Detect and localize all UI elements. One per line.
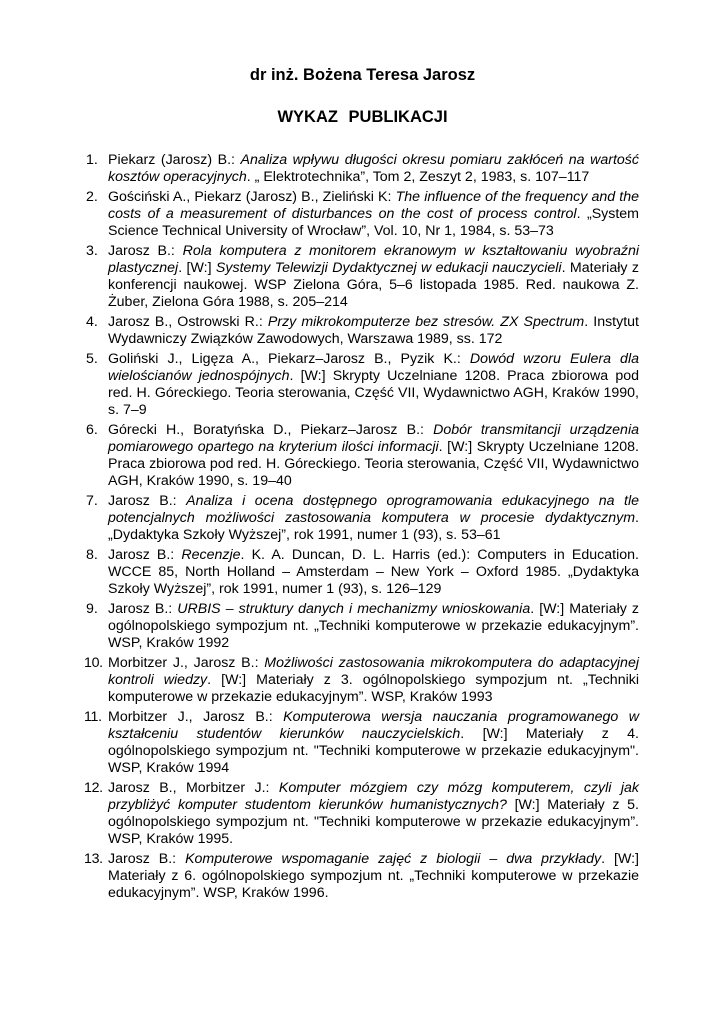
item-number: 4.: [86, 314, 98, 330]
item-number: 1.: [86, 152, 98, 168]
publication-item: [86, 152, 639, 186]
item-title: Recenzje: [181, 547, 241, 563]
item-number: 13.: [84, 851, 103, 867]
item-title: URBIS – struktury danych i mechanizmy wnioskowania: [177, 601, 531, 617]
item-details: . „System Science Technical University of Wrocław”, Vol. 10, Nr 1, 1984, s. 53–73: [108, 206, 639, 239]
publication-item: [86, 780, 639, 848]
item-details: . „ Elektrotechnika”, Tom 2, Zeszyt 2, 1983, s. 107–117: [246, 169, 590, 185]
item-number: 3.: [86, 243, 98, 259]
item-title: Komputerowe wspomaganie zajęć z biologii – dwa przykłady: [185, 851, 602, 867]
item-title: Dobór transmitancji urządzenia pomiarowego opartego na kryterium ilości informacji: [108, 422, 639, 455]
item-title-secondary: Systemy Telewizji Dydaktycznej w edukacji nauczycieli: [215, 260, 562, 276]
item-authors: Jarosz B., Morbitzer J.:: [108, 780, 279, 796]
item-number: 7.: [86, 493, 98, 509]
item-authors: Morbitzer J., Jarosz B.:: [108, 655, 265, 671]
item-title: Analiza wpływu długości okresu pomiaru zakłóceń na wartość kosztów operacyjnych: [108, 152, 639, 185]
item-authors: Jarosz B.:: [108, 243, 183, 259]
item-details: . [W:]: [178, 260, 216, 276]
item-number: 12.: [84, 780, 103, 796]
item-title: Dowód wzoru Eulera dla wielościanów jednospójnych: [108, 351, 639, 384]
item-details: . [W:] Skrypty Uczelniane 1208. Praca zbiorowa pod red. H. Góreckiego. Teoria sterowania, Część VII, Wydawnictwo AGH, Kraków 1990, s. 7–9: [108, 368, 639, 418]
item-details-secondary: . Materiały z konferencji naukowej. WSP Zielona Góra, 5–6 listopada 1985. Red. naukowa Z. Żuber, Zielona Góra 1988, s. 205–214: [108, 260, 639, 310]
item-title: Analiza i ocena dostępnego oprogramowania edukacyjnego na tle potencjalnych możliwości zastosowania komputera w procesie dydaktycznym: [108, 493, 639, 526]
item-details: [W:] Materiały z 5. ogólnopolskiego sympozjum nt. "Techniki komputerowe w przekazie edukacyjnym”. WSP, Kraków 1995.: [108, 797, 639, 847]
item-details: . „Dydaktyka Szkoły Wyższej”, rok 1991, numer 1 (93), s. 53–61: [108, 510, 639, 543]
item-title: Możliwości zastosowania mikrokomputera do adaptacyjnej kontroli wiedzy: [108, 655, 639, 688]
publication-item: [86, 655, 639, 706]
item-authors: Jarosz B., Ostrowski R.:: [108, 314, 268, 330]
page-title: WYKAZ PUBLIKACJI: [277, 108, 448, 126]
item-title: Komputerowa wersja nauczania programowanego w kształceniu studentów kierunków nauczycielskich: [108, 709, 639, 742]
item-authors: Górecki H., Boratyńska D., Piekarz–Jarosz B.:: [108, 422, 434, 438]
author-name: dr inż. Bożena Teresa Jarosz: [249, 66, 476, 84]
item-number: 8.: [86, 547, 98, 563]
item-details: . [W:] Materiały z 6. ogólnopolskiego sympozjum nt. „Techniki komputerowe w przekazie edukacyjnym”. WSP, Kraków 1996.: [108, 851, 639, 901]
item-authors: Jarosz B.:: [108, 851, 186, 867]
item-authors: Goliński J., Ligęza A., Piekarz–Jarosz B., Pyzik K.:: [108, 351, 470, 367]
item-number: 11.: [84, 709, 102, 725]
publication-item: [86, 189, 639, 240]
item-authors: Jarosz B.:: [108, 601, 178, 617]
publication-item: [86, 351, 639, 419]
item-authors: Jarosz B.:: [108, 493, 187, 509]
item-details: . K. A. Duncan, D. L. Harris (ed.): Computers in Education. WCCE 85, North Holland – Amsterdam – New York – Oxford 1985. „Dydaktyka Szkoły Wyższej”, rok 1991, numer 1 (93), s. 126–129: [108, 547, 639, 597]
item-number: 2.: [86, 189, 98, 205]
item-authors: Jarosz B.:: [108, 547, 182, 563]
item-details: . [W:] Materiały z ogólnopolskiego sympozjum nt. „Techniki komputerowe w przekazie edukacyjnym”. WSP, Kraków 1992: [108, 601, 639, 651]
publication-list: [86, 152, 639, 905]
item-details: . [W:] Materiały z 4. ogólnopolskiego sympozjum nt. "Techniki komputerowe w przekazie edukacyjnym". WSP, Kraków 1994: [108, 726, 639, 776]
item-details: . [W:] Skrypty Uczelniane 1208. Praca zbiorowa pod red. H. Góreckiego. Teoria sterowania, Część VII, Wydawnictwo AGH, Kraków 1990, s. 19–40: [108, 439, 639, 489]
item-title: The influence of the frequency and the costs of a measurement of disturbances on the cost of process control: [108, 189, 639, 222]
item-title: Przy mikrokomputerze bez stresów. ZX Spectrum: [267, 314, 585, 330]
item-authors: Gościński A., Piekarz (Jarosz) B., Zieliński K:: [108, 189, 396, 205]
publication-item: [86, 547, 639, 598]
publication-item: [86, 493, 639, 544]
publication-item: [86, 243, 639, 311]
publication-item: [86, 851, 639, 902]
item-number: 9.: [86, 601, 98, 617]
item-details: . [W:] Materiały z 3. ogólnopolskiego sympozjum nt. „Techniki komputerowe w przekazie edukacyjnym”. WSP, Kraków 1993: [108, 672, 639, 705]
item-number: 10.: [84, 655, 103, 671]
publication-item: [86, 709, 639, 777]
item-title: Rola komputera z monitorem ekranowym w kształtowaniu wyobraźni plastycznej: [108, 243, 639, 276]
item-number: 6.: [86, 422, 98, 438]
item-number: 5.: [86, 351, 98, 367]
item-details: . Instytut Wydawniczy Związków Zawodowych, Warszawa 1989, ss. 172: [108, 314, 639, 347]
item-authors: Morbitzer J., Jarosz B.:: [108, 709, 284, 725]
publication-item: [86, 314, 639, 348]
item-authors: Piekarz (Jarosz) B.:: [108, 152, 241, 168]
publication-item: [86, 601, 639, 652]
item-title: Komputer mózgiem czy mózg komputerem, czyli jak przybliżyć komputer studentom kierunków humanistycznych?: [108, 780, 639, 813]
publication-item: [86, 422, 639, 490]
